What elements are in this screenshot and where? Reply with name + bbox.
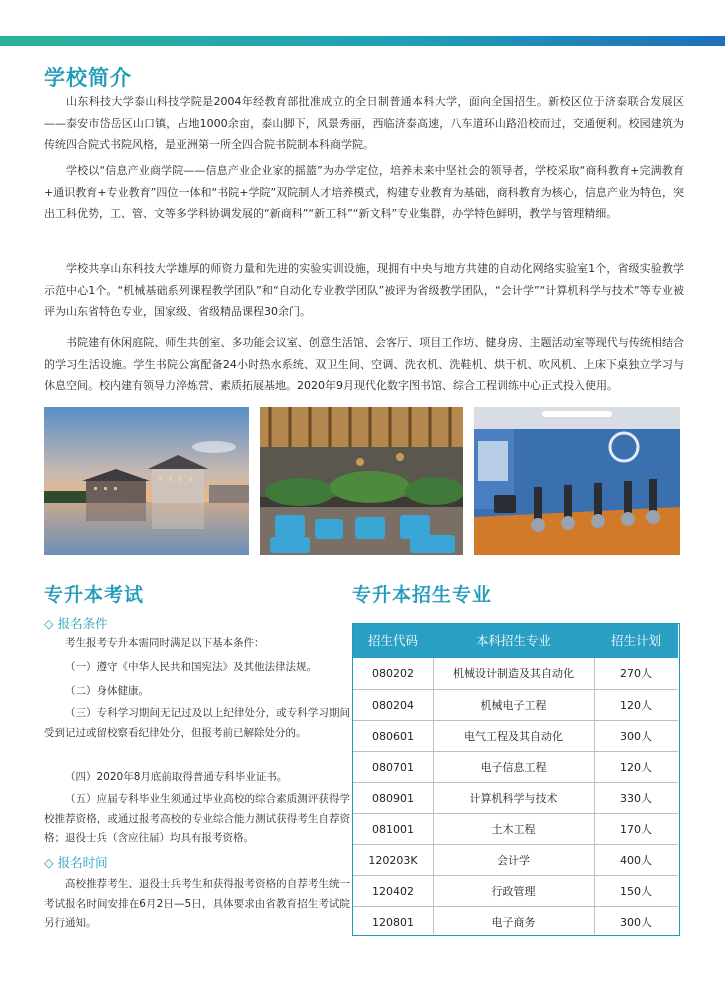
code-cell: 080204 <box>372 699 414 712</box>
requirements-heading-row <box>44 614 108 632</box>
major-cell: 电子商务 <box>491 916 536 929</box>
code-cell: 120801 <box>372 916 414 929</box>
table-row <box>353 689 678 721</box>
code-cell: 080202 <box>372 667 414 680</box>
major-cell: 机械电子工程 <box>480 699 547 712</box>
diamond-bullet-icon: ◇ <box>44 616 54 631</box>
intro-paragraph-1: 山东科技大学泰山科技学院是2004年经教育部批准成立的全日制普通本科大学，面向全国招生。新校区位于济泰联合发展区——泰安市岱岳区山口镇，占地1000余亩，泰山脚下，风景秀丽，西临济泰高速，八车道环山路沿校而过，交通便利。校园建筑为传统四合院式书院风格，是亚洲第一所全四合院书院制本科商学院。 <box>44 95 684 151</box>
table-header-row <box>353 624 678 658</box>
plan-cell: 120人 <box>620 699 652 712</box>
code-cell: 080901 <box>372 792 414 805</box>
code-cell: 080601 <box>372 730 414 743</box>
majors-title: 专升本招生专业 <box>352 584 493 606</box>
table-row <box>353 782 678 814</box>
table-row <box>353 906 678 938</box>
plan-cell: 150人 <box>620 885 652 898</box>
plan-cell: 400人 <box>620 854 652 867</box>
time-text: 高校推荐考生、退役士兵考生和获得报考资格的自荐考生统一考试报名时间安排在6月2日—5日，具体要求由省教育招生考试院另行通知。 <box>44 878 350 929</box>
intro-title: 学校简介 <box>44 65 132 90</box>
header-major: 本科招生专业 <box>475 633 551 648</box>
plan-cell: 170人 <box>620 823 652 836</box>
major-cell: 电子信息工程 <box>480 761 547 774</box>
major-cell: 会计学 <box>497 854 530 867</box>
requirement-item-5: （五）应届专科毕业生须通过毕业高校的综合素质测评获得学校推荐资格，或通过报考高校的专业综合能力测试获得考生自荐资格；退役士兵（含应往届）均具有报考资格。 <box>44 793 350 844</box>
header-decor-bar <box>0 0 725 46</box>
requirement-item-4: （四）2020年8月底前取得普通专科毕业证书。 <box>65 771 288 783</box>
plan-cell: 270人 <box>620 667 652 680</box>
table-row <box>353 720 678 752</box>
code-cell: 120203K <box>368 854 418 867</box>
major-cell: 土木工程 <box>491 823 536 836</box>
code-cell: 080701 <box>372 761 414 774</box>
major-cell: 行政管理 <box>491 885 536 898</box>
requirement-intro: 考生报考专升本需同时满足以下基本条件： <box>65 637 265 649</box>
code-cell: 081001 <box>372 823 414 836</box>
table-row <box>353 813 678 845</box>
requirement-item-2: （二）身体健康。 <box>65 685 149 697</box>
time-heading: 报名时间 <box>57 855 108 870</box>
major-cell: 计算机科学与技术 <box>469 792 558 805</box>
intro-paragraph-4: 书院建有休闲庭院、师生共创室、多功能会议室、创意生活馆、会客厅、项目工作坊、健身房、主题活动室等现代与传统相结合的学习生活设施。学生书院公寓配备24小时热水系统、双卫生间、空调、洗衣机、洗鞋机、烘干机、吹风机、上床下桌独立学习与休息空间。校内建有领导力淬炼营、素质拓展基地。2020年9月现代化数字图书馆、综合工程训练中心正式投入使用。 <box>44 336 684 392</box>
major-cell: 电气工程及其自动化 <box>464 730 563 743</box>
requirement-item-3: （三）专科学习期间无记过及以上纪律处分，或专科学习期间受到记过或留校察看纪律处分，但报考前已解除处分的。 <box>44 707 350 739</box>
exam-title: 专升本考试 <box>44 584 145 606</box>
time-heading-row <box>44 853 108 871</box>
requirement-item-1: （一）遵守《中华人民共和国宪法》及其他法律法规。 <box>65 661 317 673</box>
diamond-bullet-icon: ◇ <box>44 855 54 870</box>
lounge-interior-photo <box>260 407 463 555</box>
table-row <box>353 658 678 689</box>
header-plan: 招生计划 <box>610 633 661 648</box>
intro-paragraph-3: 学校共享山东科技大学雄厚的师资力量和先进的实验实训设施，现拥有中央与地方共建的自动化网络实验室1个，省级实验教学示范中心1个。“机械基础系列课程教学团队”和“自动化专业教学团队”被评为省级教学团队，“会计学”“计算机科学与技术”等专业被评为山东省特色专业，国家级、省级精品课程30余门。 <box>44 262 684 318</box>
plan-cell: 300人 <box>620 916 652 929</box>
gym-photo <box>474 407 680 555</box>
table-row <box>353 875 678 907</box>
majors-table <box>352 623 680 936</box>
major-cell: 机械设计制造及其自动化 <box>453 667 574 680</box>
table-row <box>353 751 678 783</box>
table-row <box>353 844 678 876</box>
requirements-heading: 报名条件 <box>57 616 108 631</box>
header-code: 招生代码 <box>367 633 418 648</box>
code-cell: 120402 <box>372 885 414 898</box>
campus-lake-photo <box>44 407 249 555</box>
intro-paragraph-2: 学校以“信息产业商学院——信息产业企业家的摇篮”为办学定位，培养未来中坚社会的领导者，学校采取“商科教育+完满教育+通识教育+专业教育”四位一体和“书院+学院”双院制人才培养模式，构建专业教育为基础，商科教育为核心，信息产业为特色，突出工科优势，工、管、文等多学科协调发展的“新商科”“新工科”“新文科”专业集群，办学特色鲜明，教学与管理精细。 <box>44 164 684 220</box>
plan-cell: 300人 <box>620 730 652 743</box>
plan-cell: 330人 <box>620 792 652 805</box>
plan-cell: 120人 <box>620 761 652 774</box>
